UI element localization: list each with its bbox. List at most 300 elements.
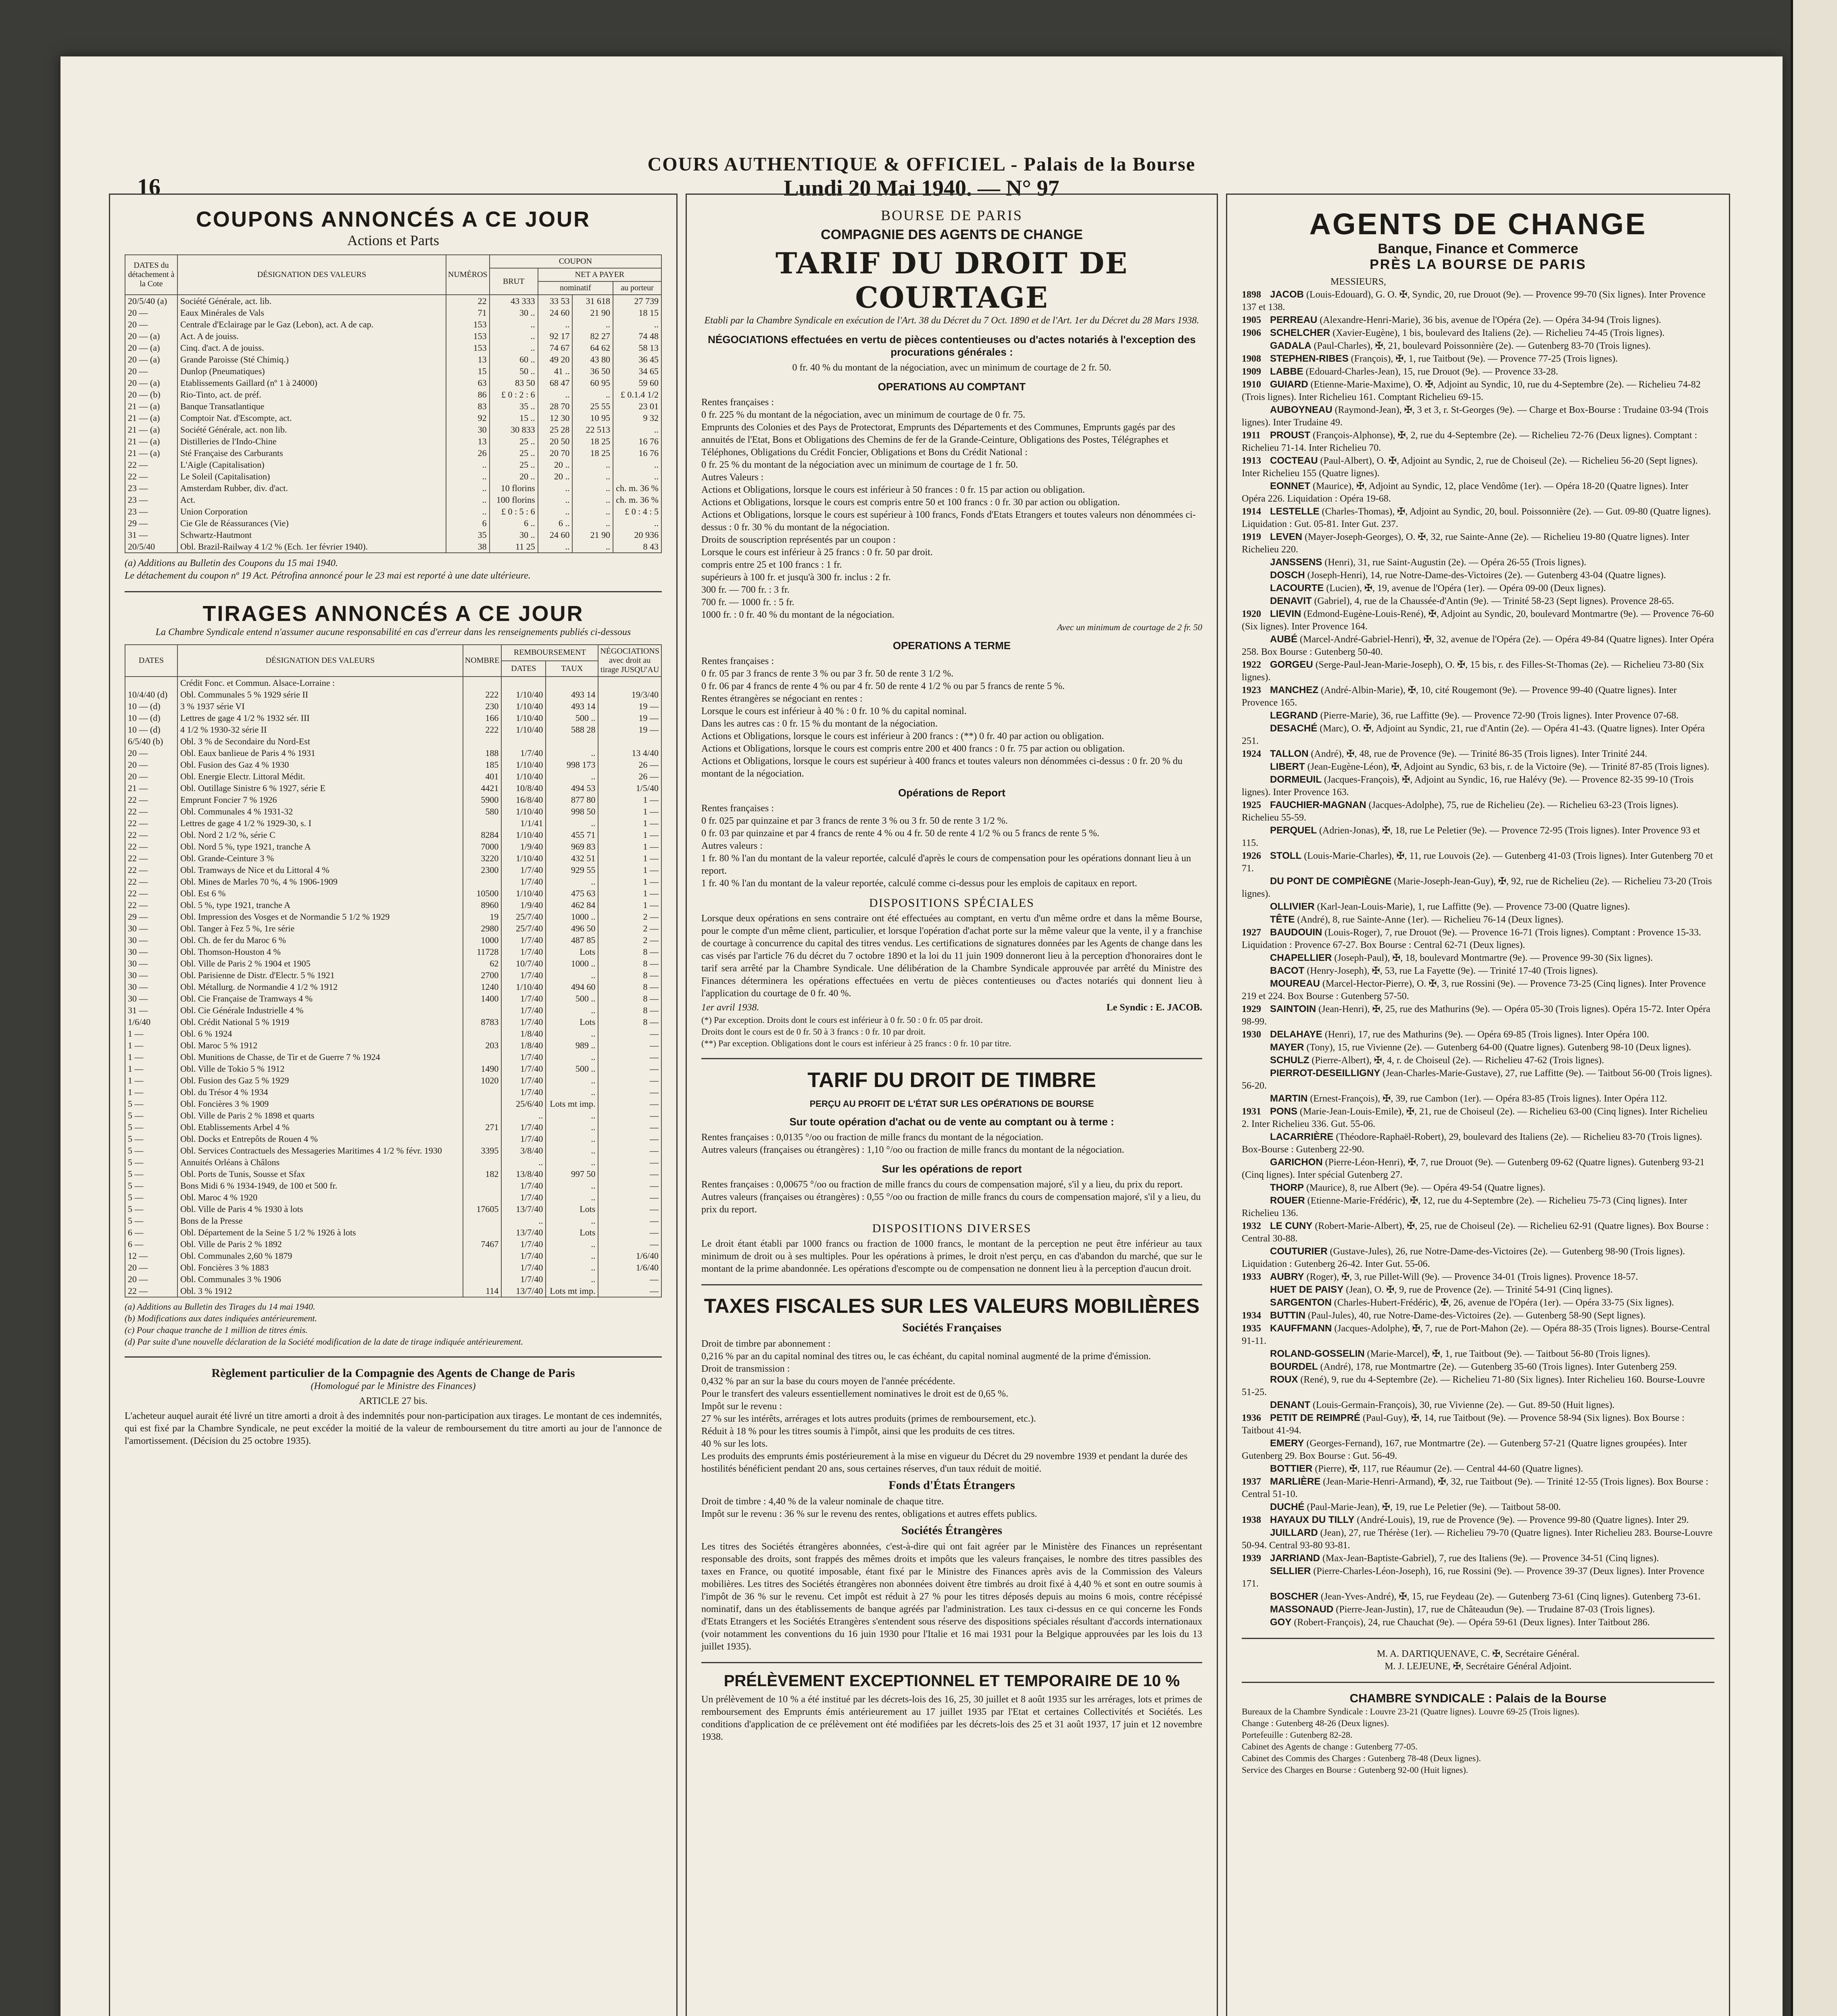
tirage-cell: 1 — [125,1051,177,1063]
agent-entry [1242,760,1714,773]
tirage-cell: 2 — [598,923,661,934]
tirage-row [125,934,661,946]
tirage-cell: 500 .. [546,993,598,1004]
agent-name: BACOT [1270,965,1305,976]
tirage-cell: 11728 [463,946,502,958]
tirage-cell: 22 — [125,864,177,876]
tirage-cell: 222 [463,689,502,700]
tirage-cell: 30 — [125,946,177,958]
agent-name: OLLIVIER [1270,901,1315,912]
report-title: Opérations de Report [898,787,1005,799]
tirages-note-3: (c) Pour chaque tranche de 1 million de titres émis. [125,1325,308,1335]
tirage-cell: 1 — [598,852,661,864]
tirage-cell: 19 — [598,724,661,735]
francaises-list-line: 27 % sur les intérêts, arrérages et lots autres produits (primes de remboursement, etc.). [701,1414,1036,1424]
tirage-cell: 487 85 [546,934,598,946]
agent-entry [1242,799,1714,824]
tirage-row [125,1168,661,1180]
coupon-cell: 63 [446,377,490,389]
tirage-cell: 1/8/40 [501,1028,546,1039]
agent-name: LIBERT [1270,761,1305,772]
tirage-cell: 1/9/40 [501,899,546,911]
agent-entry [1242,709,1714,722]
agent-name: LACARRIÈRE [1270,1131,1334,1142]
agent-details: (Marcel-André-Gabriel-Henri), ✠, 32, avenue de l'Opéra (2e). — Opéra 49-84 (Quatre lignes). Inter Opéra 258. Box Bourse : Gutenberg 50-40. [1242,634,1714,657]
agent-details: (Pierre-Léon-Henri), ✠, 7, rue Drouot (9e). — Gutenberg 09-62 (Quatre lignes). Gutenberg 93-21 (Cinq lignes). Inter spécial Gutenberg 27. [1242,1157,1705,1180]
tirage-row [125,887,661,899]
tirage-cell: Obl. Eaux banlieue de Paris 4 % 1931 [177,747,463,759]
tirage-row [125,735,661,747]
tirage-cell: 1/10/40 [501,689,546,700]
coupon-row [125,435,661,447]
coupon-cell: 50 .. [490,365,538,377]
agent-entry [1242,1462,1714,1475]
agent-details: (Joseph-Paul), ✠, 18, boulevard Montmartre (9e). — Provence 99-30 (Six lignes). [1334,953,1653,963]
agent-details: (Paul-Charles), ✠, 21, boulevard Poissonnière (2e). — Gutenberg 83-70 (Trois lignes). [1314,341,1651,351]
tirage-cell: Bons de la Presse [177,1215,463,1227]
tirage-cell: 997 50 [546,1168,598,1180]
agent-entry [1242,900,1714,913]
coupon-cell: 74 67 [538,342,573,354]
tirage-cell: 230 [463,700,502,712]
tirage-cell: Obl. Thomson-Houston 4 % [177,946,463,958]
tirage-cell: 493 14 [546,700,598,712]
tirage-cell [463,677,502,689]
tirage-cell: 5 — [125,1156,177,1168]
tirage-row [125,1086,661,1098]
tirage-cell [463,1191,502,1203]
coupon-cell: 26 [446,447,490,459]
tirage-cell: 3395 [463,1145,502,1156]
coupon-cell: 71 [446,307,490,319]
tirage-cell: 5 — [125,1098,177,1110]
tirage-row [125,852,661,864]
agent-name: MASSONAUD [1270,1604,1334,1615]
taxes-francaises-text [701,1338,1202,1475]
coupons-col-dates: DATES du détachement à la Cote [125,255,177,295]
coupon-cell: .. [572,471,613,482]
header-line1: COURS AUTHENTIQUE & OFFICIEL - Palais de la Bourse [647,154,1196,175]
bourse-kicker: BOURSE DE PARIS [881,207,1023,223]
taxes-title: TAXES FISCALES SUR LES VALEURS MOBILIÈRES [704,1295,1200,1317]
tirage-cell: 1 — [598,899,661,911]
tirage-cell: 185 [463,759,502,771]
coupon-cell: 36 45 [613,354,661,365]
tirage-cell: — [598,1098,661,1110]
tirage-cell: 1 — [125,1086,177,1098]
tirage-cell: 1 — [598,817,661,829]
agent-name: ROLAND-GOSSELIN [1270,1348,1365,1359]
agent-details: (Jean), 27, rue Thérèse (1er). — Richelieu 79-70 (Quatre lignes). Inter Richelieu 283. Bourse-Louvre 50-94. Central 93-80 93-81. [1242,1528,1713,1551]
coupon-cell: .. [490,319,538,330]
tirage-cell [463,1110,502,1121]
tirage-cell: Obl. Impression des Vosges et de Normandie 5 1/2 % 1929 [177,911,463,923]
agent-year: 1919 [1242,532,1261,542]
coupon-cell: .. [538,319,573,330]
tirage-cell: 1/7/40 [501,1004,546,1016]
terme-list-line: Rentes françaises : [701,656,774,666]
coupon-cell: 25 55 [572,400,613,412]
tirage-cell: .. [546,1238,598,1250]
tirages-col-nombre: NOMBRE [463,645,502,677]
agent-entry [1242,327,1714,339]
tirage-cell: Obl. Parisienne de Distr. d'Electr. 5 % 1921 [177,969,463,981]
negociations-title: NÉGOCIATIONS effectuées en vertu de pièces contentieuses ou d'actes notariés à l'exception des procurations générales : [708,333,1196,358]
tirage-cell: 1/7/40 [501,1063,546,1075]
agent-details: (René), 9, rue du 4-Septembre (2e). — Richelieu 71-80 (Six lignes). Inter Richelieu 160. Bourse-Louvre 51-25. [1242,1375,1705,1397]
tirage-cell: 5 — [125,1191,177,1203]
tirage-row [125,782,661,794]
tirage-cell: 1/7/40 [501,864,546,876]
agent-name: MARLIÈRE [1270,1476,1321,1487]
coupon-row [125,471,661,482]
tirage-cell: Obl. Services Contractuels des Messageries Maritimes 4 1/2 % févr. 1930 [177,1145,463,1156]
agent-name: GUIARD [1270,379,1308,390]
agent-details: (Jacques-Adolphe), ✠, 7, rue de Port-Mahon (2e). — Opéra 88-35 (Trois lignes). Bourse-Central 91-11. [1242,1323,1710,1346]
tirage-cell: 1/7/40 [501,1016,546,1028]
coupon-cell: 20 — (a) [125,354,177,365]
terme-title: OPERATIONS A TERME [892,639,1011,652]
coupon-cell: 18 25 [572,435,613,447]
column-coupons-tirages [109,194,678,2016]
tirage-cell: 13/7/40 [501,1285,546,1297]
terme-list-line: Actions et Obligations, lorsque le cours est inférieur à 200 francs : (**) 0 fr. 40 par action ou obligation. [701,731,1104,741]
agent-name: ROUX [1270,1374,1298,1385]
tirage-cell: Crédit Fonc. et Commun. Alsace-Lorraine : [177,677,463,689]
tirage-cell: Obl. 3 % 1912 [177,1285,463,1297]
agent-entry [1242,1412,1714,1437]
coupon-cell: 12 30 [538,412,573,424]
agent-entry [1242,314,1714,327]
coupon-cell: Cinq. d'act. A de jouiss. [177,342,446,354]
tirage-cell: 12 — [125,1250,177,1262]
coupons-col-porteur: au porteur [613,281,661,295]
coupon-cell: Etablissements Gaillard (nº 1 à 24000) [177,377,446,389]
coupon-row [125,330,661,342]
exception-3: (**) Par exception. Obligations dont le cours est inférieur à 25 francs : 0 fr. 10 par titre. [701,1038,1011,1048]
tirage-cell: 3220 [463,852,502,864]
agent-entry [1242,531,1714,556]
coupon-cell: .. [572,517,613,529]
tirage-cell: 5 — [125,1110,177,1121]
agent-details: (Charles-Hubert-Frédéric), ✠, 26, avenue de l'Opéra (1er). — Opéra 33-75 (Six lignes). [1334,1297,1674,1308]
coupon-cell: 31 — [125,529,177,541]
agent-entry [1242,1552,1714,1565]
agent-entry [1242,1296,1714,1309]
tirage-cell: 30 — [125,923,177,934]
coupon-cell: 8 43 [613,541,661,553]
tirage-row [125,981,661,993]
tirage-cell: — [598,1203,661,1215]
tirage-cell: 20 — [125,759,177,771]
timbre-subtitle: PERÇU AU PROFIT DE L'ÉTAT SUR LES OPÉRATIONS DE BOURSE [809,1099,1094,1109]
tirage-cell: 2300 [463,864,502,876]
coupon-row [125,342,661,354]
tirage-cell: 1/7/40 [501,934,546,946]
tirage-cell: 1 — [598,806,661,817]
tirage-cell [463,1133,502,1145]
coupon-cell: 10 florins [490,482,538,494]
tirage-cell: 10 — (d) [125,700,177,712]
agent-entry [1242,875,1714,900]
agent-details: (Charles-Thomas), ✠, Adjoint au Syndic, 20, boul. Poissonnière (2e). — Gut. 09-80 (Quatre lignes). Liquidation : Gut. 05-81. Inter Gut. 237. [1242,506,1711,529]
dispositions-title: DISPOSITIONS SPÉCIALES [869,896,1034,910]
tirage-cell: Obl. Foncières 3 % 1883 [177,1262,463,1273]
tirage-cell: Obl. Ch. de fer du Maroc 6 % [177,934,463,946]
tirage-row [125,1203,661,1215]
comptant-list-line: 1000 fr. : 0 fr. 40 % du montant de la négociation. [701,610,895,620]
agent-details: (Marie-Jean-Louis-Emile), ✠, 21, rue de Choiseul (2e). — Richelieu 63-00 (Cinq lignes). Inter Richelieu 2. Inter Richelieu 336. Gut. 55-06. [1242,1106,1708,1129]
coupon-cell: 35 [446,529,490,541]
agent-entry [1242,1220,1714,1245]
tirages-note-4: (d) Par suite d'une nouvelle déclaration de la Société modification de la date de tirage indiquée antérieurement. [125,1337,523,1347]
tirage-cell: 8 — [598,946,661,958]
tirage-cell: 166 [463,712,502,724]
tirage-cell: 1/10/40 [501,771,546,782]
agent-details: (Louis-Edouard), G. O. ✠, Syndic, 20, rue Drouot (9e). — Provence 99-70 (Six lignes). Inter Provence 137 et 138. [1242,289,1706,312]
tirage-row [125,806,661,817]
coupon-row [125,412,661,424]
agent-entry [1242,480,1714,505]
coupons-note-1: (a) Additions au Bulletin des Coupons du 15 mai 1940. [125,558,338,569]
terme-list-line: Lorsque le cours est inférieur à 40 % : 0 fr. 10 % du capital nominal. [701,706,967,716]
tirage-cell [125,677,177,689]
agent-entry [1242,1347,1714,1360]
tirage-cell: 998 50 [546,806,598,817]
agent-entry [1242,964,1714,977]
agent-entry [1242,1283,1714,1296]
tirage-row [125,1051,661,1063]
coupon-cell: 83 50 [490,377,538,389]
coupon-cell: 13 [446,354,490,365]
agent-details: (Max-Jean-Baptiste-Gabriel), 7, rue des Italiens (9e). — Provence 34-51 (Cinq lignes). [1322,1553,1659,1564]
agent-name: DENAVIT [1270,596,1312,606]
tirage-cell [463,1273,502,1285]
coupon-cell: 33 53 [538,295,573,307]
coupon-cell: £ 0 : 2 : 6 [490,389,538,400]
diverses-text: Le droit étant établi par 1000 francs ou fraction de 1000 francs, le montant de la perception ne peut être inférieur au taux minimum de droit ou à ses multiples. Pour les opérations à primes, le droit n'est perçu, en cas d'abandon du marché, que sur le montant de la prime abandonnée. Les opérations d'escompte ou de compensation ne donnent lieu à la perception d'aucun droit. [701,1239,1202,1274]
agent-entry [1242,1565,1714,1590]
tirage-cell: 4421 [463,782,502,794]
coupon-cell: 20 .. [538,459,573,471]
coupon-cell: .. [572,482,613,494]
agent-name: DOSCH [1270,570,1305,581]
tirage-cell: 475 63 [546,887,598,899]
coupon-cell: 23 01 [613,400,661,412]
coupon-cell: 43 80 [572,354,613,365]
tirage-cell: 20 — [125,1273,177,1285]
tirage-row [125,1250,661,1262]
tirage-cell: — [598,1273,661,1285]
agent-details: (André), 178, rue Montmartre (2e). — Gutenberg 35-60 (Trois lignes). Inter Gutenberg 259. [1320,1362,1677,1372]
coupons-table-body [125,295,661,553]
agent-year: 1927 [1242,927,1261,938]
timbre-sec1-line2: Autres valeurs (françaises ou étrangères) : 1,10 °/oo ou fraction de mille francs du montant de la négociation. [701,1145,1124,1155]
tirage-row [125,1075,661,1086]
chambre-title: CHAMBRE SYNDICALE : Palais de la Bourse [1349,1692,1607,1705]
agent-name: DENANT [1270,1400,1310,1410]
coupon-cell: Banque Transatlantique [177,400,446,412]
tirage-cell: 22 — [125,794,177,806]
agent-entry [1242,1360,1714,1373]
report-list-line: 1 fr. 80 % l'an du montant de la valeur reportée, calculé d'après le cours de compensation pour les opérations donnant lieu à un report. [701,853,1191,876]
tirage-cell: 30 — [125,969,177,981]
tirage-cell: 1/7/40 [501,1133,546,1145]
tirage-cell: 1 — [598,887,661,899]
tirage-cell: 19 [463,911,502,923]
terme-list-line: Rentes étrangères se négociant en rentes : [701,694,863,704]
tirage-cell: Obl. Crédit National 5 % 1919 [177,1016,463,1028]
coupon-cell: 20 — (a) [125,330,177,342]
coupon-cell: 83 [446,400,490,412]
coupon-cell: 59 60 [613,377,661,389]
chambre-list-line: Cabinet des Commis des Charges : Gutenberg 78-48 (Deux lignes). [1242,1753,1481,1763]
tirage-cell [463,1180,502,1191]
coupons-col-nominatif: nominatif [538,281,613,295]
agent-entry [1242,378,1714,404]
coupon-cell: 20/5/40 (a) [125,295,177,307]
tirage-cell: 114 [463,1285,502,1297]
agent-details: (Serge-Paul-Jean-Marie-Joseph), O. ✠, 15 bis, r. des Filles-St-Thomas (2e). — Richelieu 73-80 (Six lignes). [1242,660,1704,683]
agent-details: (Théodore-Raphaël-Robert), 29, boulevard des Italiens (2e). — Richelieu 83-70 (Trois lignes). Box-Bourse : Gutenberg 22-90. [1242,1132,1702,1155]
agent-details: (Mayer-Joseph-Georges), O. ✠, 32, rue Sainte-Anne (2e). — Richelieu 19-80 (Quatre lignes). Inter Richelieu 220. [1242,532,1689,555]
agent-entry [1242,429,1714,454]
secretary-2: M. J. LEJEUNE, ✠, Secrétaire Général Adjoint. [1385,1661,1572,1672]
agent-entry [1242,352,1714,365]
tirage-cell: .. [501,1215,546,1227]
tirage-cell: Obl. 3 % de Secondaire du Nord-Est [177,735,463,747]
agents-subtitle2: PRÈS LA BOURSE DE PARIS [1370,257,1587,272]
tirage-cell: 25/7/40 [501,911,546,923]
tirage-cell: 1/7/40 [501,1180,546,1191]
tirage-cell: 500 .. [546,1063,598,1075]
tirage-cell: 19 — [598,712,661,724]
comptant-list-line: 0 fr. 225 % du montant de la négociation, avec un minimum de courtage de 0 fr. 75. [701,410,1026,420]
agent-entry [1242,1603,1714,1616]
tirage-cell: 203 [463,1039,502,1051]
tirage-row [125,1227,661,1238]
tirage-cell: .. [546,1133,598,1145]
tirage-cell: 1 — [598,829,661,841]
tirage-cell: Lots [546,1203,598,1215]
tirage-cell: Obl. 6 % 1924 [177,1028,463,1039]
tirage-cell: 6/5/40 (b) [125,735,177,747]
tirage-row [125,1133,661,1145]
coupon-cell: 21 90 [572,529,613,541]
tirage-cell: Emprunt Foncier 7 % 1926 [177,794,463,806]
dispositions-text: Lorsque deux opérations en sens contraire ont été effectuées au comptant, en vertu d'un même ordre et dans la même Bourse, pour le compte d'un même client, particulier, et lorsque l'opération d'achat porte sur la même valeur que la vente, il y a franchise de courtage à concurrence du capital des titres vendus. Les certifications de signatures données par les Agents de change dans les cas visés par l'article 76 du décret du 7 octobre 1890 et la loi du 11 juin 1909 donneront lieu à la perception d'honoraires dont le tarif sera arrêté par la Chambre Syndicale. Une délibération de la Chambre Syndicale approuvée par arrêté du Ministre des Finances déterminera les opérations effectuées en vertu de pièces contentieuses ou d'actes notariés qui donnent lieu à l'application du courtage de 0 fr. 40 %. [701,913,1202,999]
agent-name: BAUDOUIN [1270,927,1322,938]
agent-entry [1242,1105,1714,1131]
agent-year: 1914 [1242,506,1261,517]
taxes-etrangeres: Sociétés Étrangères [901,1524,1003,1537]
agent-entry [1242,1309,1714,1322]
terme-text [701,655,1202,780]
coupon-cell: 153 [446,319,490,330]
tirage-cell: .. [546,1075,598,1086]
agent-entry [1242,1003,1714,1028]
coupon-cell: 24 60 [538,307,573,319]
agent-entry [1242,926,1714,952]
tirage-row [125,1121,661,1133]
agent-year: 1922 [1242,660,1261,670]
comptant-list-line: Actions et Obligations, lorsque le cours est inférieur à 50 frances : 0 fr. 15 par action ou obligation. [701,485,1085,495]
tirage-cell: Lettres de gage 4 1/2 % 1929-30, s. I [177,817,463,829]
taxes-etat-1: Droit de timbre : 4,40 % de la valeur nominale de chaque titre. [701,1496,944,1507]
agent-entry [1242,1590,1714,1603]
tirage-cell: Lots [546,1227,598,1238]
coupon-row [125,389,661,400]
tirage-row [125,1098,661,1110]
agent-year: 1913 [1242,456,1261,466]
report-text [701,802,1202,890]
tirage-cell: Obl. Communales 2,60 % 1879 [177,1250,463,1262]
coupons-col-coupon: COUPON [490,255,661,268]
agent-details: (Pierre-Marie), 36, rue Laffitte (9e). — Provence 72-90 (Trois lignes). Inter Provence 07-68. [1320,710,1679,721]
tirage-cell [463,1156,502,1168]
agent-name: DUCHÉ [1270,1502,1305,1512]
coupon-row [125,541,661,553]
agent-details: (André-Albin-Marie), ✠, 10, cité Rougemont (9e). — Provence 99-40 (Quatre lignes). Inter Provence 165. [1242,685,1677,708]
agent-name: PROUST [1270,430,1311,441]
tirage-cell: 21 — [125,782,177,794]
coupon-cell: 24 60 [538,529,573,541]
tirage-cell: Obl. Fusion des Gaz 4 % 1930 [177,759,463,771]
tirage-cell: Obl. Grande-Ceinture 3 % [177,852,463,864]
coupon-cell: 21 — (a) [125,400,177,412]
agent-entry [1242,850,1714,875]
secretary-1: M. A. DARTIQUENAVE, C. ✠, Secrétaire Général. [1376,1649,1580,1659]
tirage-cell: Obl. Docks et Entrepôts de Rouen 4 % [177,1133,463,1145]
tirage-cell: 1/9/40 [501,841,546,852]
agent-year: 1929 [1242,1004,1261,1014]
terme-list-line: Actions et Obligations, lorsque le cours est supérieur à 400 francs et toutes valeurs non dénommées ci-dessus : 0 fr. 20 % du montant de la négociation. [701,756,1183,779]
francaises-list-line: 0,216 % par an du capital nominal des titres ou, le cas échéant, du capital nominal augmenté de la prime d'émission. [701,1351,1151,1362]
tirage-cell: Lots mt imp. [546,1285,598,1297]
tirage-cell: 494 60 [546,981,598,993]
coupon-cell: 27 739 [613,295,661,307]
agent-name: SCHULZ [1270,1055,1309,1066]
chambre-list-line: Bureaux de la Chambre Syndicale : Louvre 23-21 (Quatre lignes). Louvre 69-25 (Trois lignes). [1242,1706,1579,1716]
agent-name: STOLL [1270,850,1302,861]
agent-year: 1938 [1242,1515,1261,1525]
tirage-cell: .. [546,1121,598,1133]
tirage-cell: 1000 [463,934,502,946]
tirage-cell: 10/8/40 [501,782,546,794]
tirage-cell: 10500 [463,887,502,899]
tirage-cell: 13/7/40 [501,1227,546,1238]
tirage-cell: 17605 [463,1203,502,1215]
tirage-cell: 1000 .. [546,911,598,923]
tirage-cell: .. [546,1250,598,1262]
coupon-row [125,506,661,517]
tirage-cell: 10/7/40 [501,958,546,969]
coupon-cell: 13 [446,435,490,447]
coupon-cell: .. [446,459,490,471]
coupon-cell: .. [613,471,661,482]
tirage-cell: Bons Midi 6 % 1934-1949, de 100 et 500 fr. [177,1180,463,1191]
coupon-cell: .. [613,517,661,529]
tirage-cell: — [598,1110,661,1121]
tirage-row [125,899,661,911]
tirage-cell [463,1215,502,1227]
tirage-cell: Obl. Maroc 4 % 1920 [177,1191,463,1203]
agent-year: 1905 [1242,315,1261,325]
coupon-cell: 74 48 [613,330,661,342]
tirage-cell: 5 — [125,1203,177,1215]
agent-name: LESTELLE [1270,506,1320,517]
agent-details: (Adrien-Jonas), ✠, 18, rue Le Peletier (9e). — Provence 72-95 (Trois lignes). Inter Provence 93 et 115. [1242,825,1700,848]
